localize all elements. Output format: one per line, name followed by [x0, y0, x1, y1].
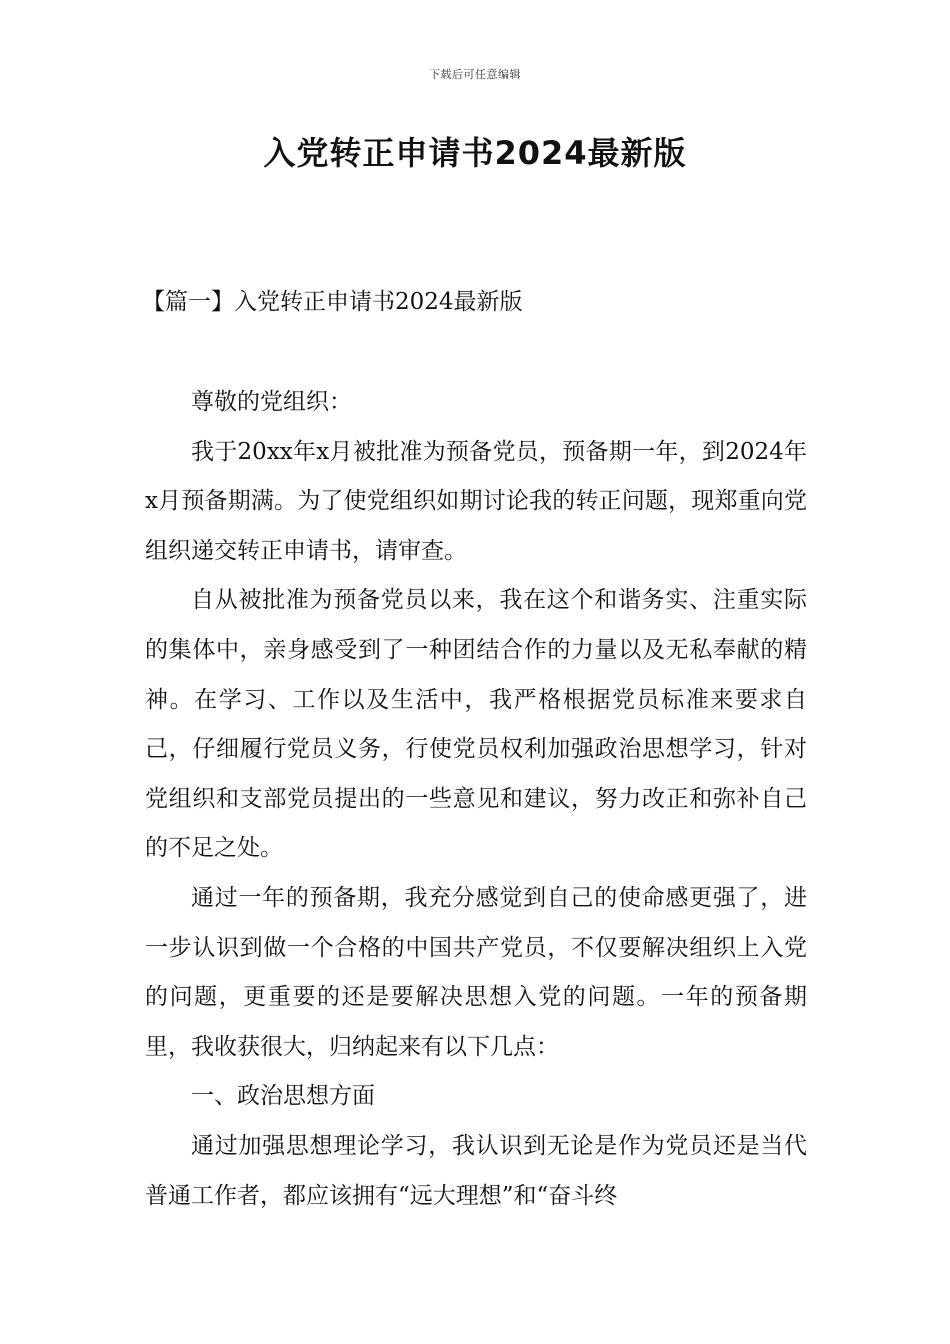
subheading-political-thought: 一、政治思想方面: [191, 1083, 375, 1110]
section-heading: 【篇一】入党转正申请书2024最新版: [142, 289, 523, 315]
paragraph-since-approval: 自从被批准为预备党员以来，我在这个和谐务实、注重实际的集体中，亲身感受到了一种团结合作的力量以及无私奉献的精神。在学习、工作以及生活中，我严格根据党员标准来要求自己，仔细履行党员义务，行使党员权利加强政治思想学习，针对党组织和支部党员提出的一些意见和建议，努力改正和弥补自己的不足之处。: [145, 587, 807, 862]
paragraph-theory-study: 通过加强思想理论学习，我认识到无论是作为党员还是当代普通工作者，都应该拥有“远大理想”和“奋斗终: [145, 1132, 807, 1209]
header-note: 下载后可任意编辑: [429, 68, 521, 81]
document-title: 入党转正申请书2024最新版: [263, 134, 687, 172]
salutation: 尊敬的党组织：: [191, 389, 352, 415]
paragraph-probation-year: 通过一年的预备期，我充分感觉到自己的使命感更强了，进一步认识到做一个合格的中国共产党员，不仅要解决组织上入党的问题，更重要的还是要解决思想入党的问题。一年的预备期里，我收获很大，归纳起来有以下几点：: [145, 884, 807, 1060]
letter-body: [145, 378, 807, 1221]
paragraph-application: 我于20xx年x月被批准为预备党员，预备期一年，到2024年x月预备期满。为了使党组织如期讨论我的转正问题，现郑重向党组织递交转正申请书，请审查。: [145, 438, 807, 564]
